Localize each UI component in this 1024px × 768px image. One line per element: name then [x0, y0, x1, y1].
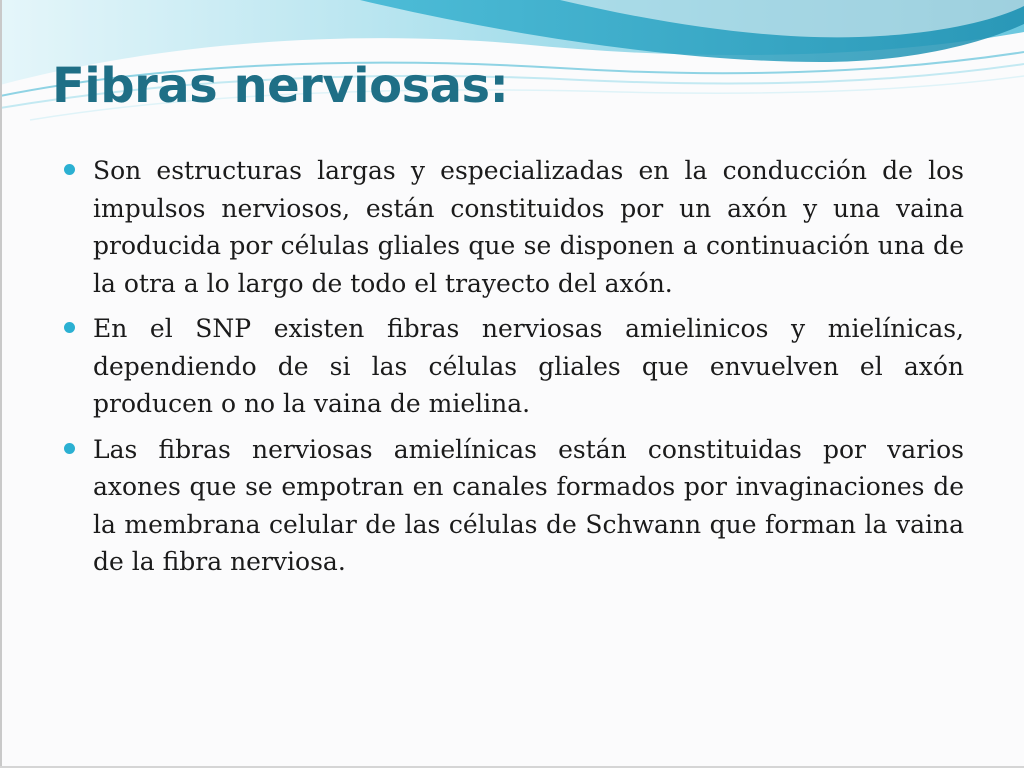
bullet-dot-icon [64, 322, 75, 333]
bullet-text: Las fibras nerviosas amielínicas están constituidas por varios axones que se empotran en canales formados por invaginaciones de la membrana celular de las células de Schwann que forman la vaina de la fibra nerviosa. [93, 434, 964, 576]
bullet-item [64, 431, 964, 581]
slide-title: Fibras nerviosas: [52, 58, 509, 114]
bullet-text: En el SNP existen fibras nerviosas amielinicos y mielínicas, dependiendo de si las células gliales que envuelven el axón producen o no la vaina de mielina. [93, 314, 964, 418]
bullet-dot-icon [64, 443, 75, 454]
bullet-text: Son estructuras largas y especializadas en la conducción de los impulsos nerviosos, están constituidos por un axón y una vaina producida por células gliales que se disponen a continuación una de la otra a lo largo de todo el trayecto del axón. [93, 156, 964, 298]
bullet-item [64, 152, 964, 302]
bullet-list [64, 152, 964, 589]
bullet-dot-icon [64, 164, 75, 175]
slide-left-border [0, 0, 2, 768]
bullet-item [64, 310, 964, 423]
